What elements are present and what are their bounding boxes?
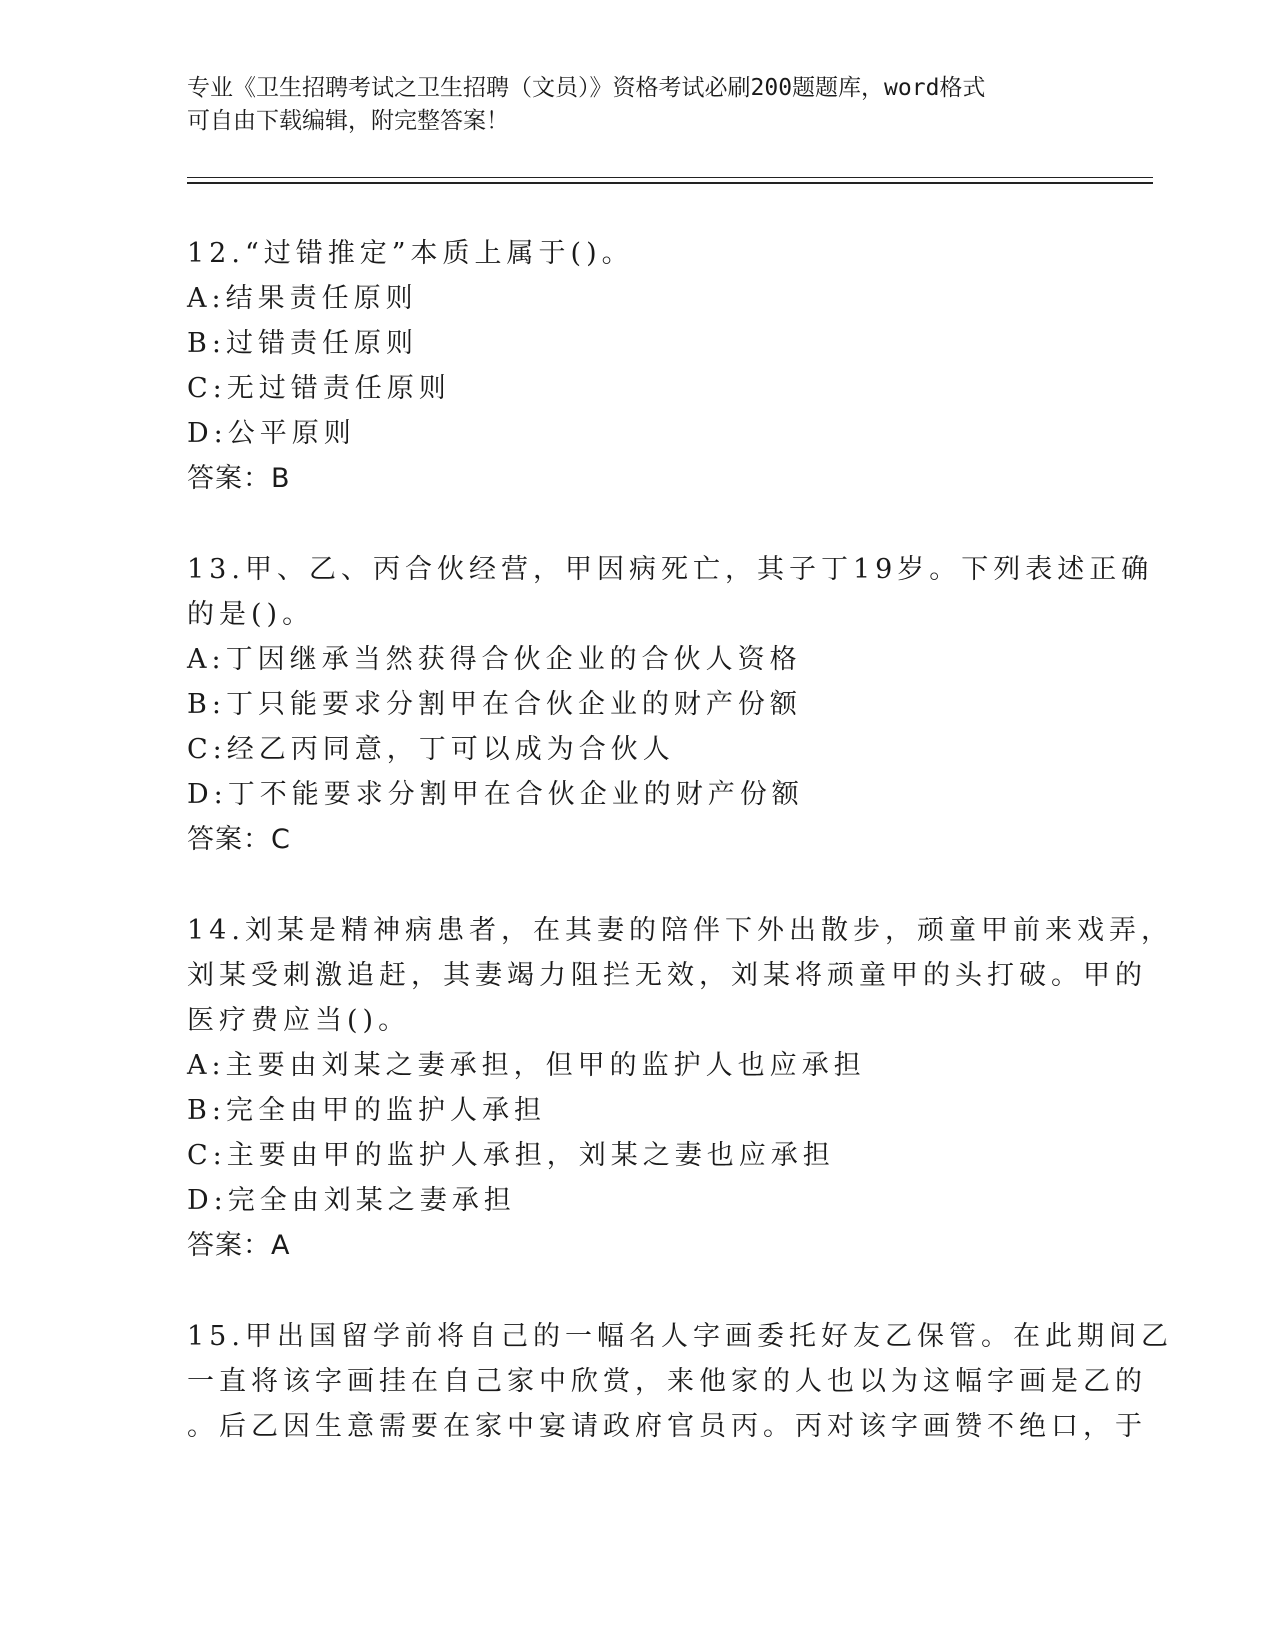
question-stem-continued: 一直将该字画挂在自己家中欣赏，来他家的人也以为这幅字画是乙的 [187,1366,1147,1397]
option-c: C:无过错责任原则 [187,373,451,404]
questions-list [187,231,1173,1449]
option-d: D:公平原则 [187,418,356,449]
option-a: A:主要由刘某之妻承担，但甲的监护人也应承担 [187,1050,866,1081]
option-c: C:主要由甲的监护人承担，刘某之妻也应承担 [187,1140,835,1171]
question-12 [187,231,1087,501]
question-15 [187,1314,1173,1449]
question-13 [187,547,1154,862]
question-stem-continued: 。后乙因生意需要在家中宴请政府官员丙。丙对该字画赞不绝口，于 [187,1411,1147,1442]
option-b: B:完全由甲的监护人承担 [187,1095,546,1126]
question-stem-continued: 医疗费应当()。 [187,1005,411,1036]
question-stem: 14.刘某是精神病患者，在其妻的陪伴下外出散步，顽童甲前来戏弄， [187,915,1173,946]
question-stem: 12.“过错推定”本质上属于()。 [187,238,634,269]
option-c: C:经乙丙同意，丁可以成为合伙人 [187,734,675,765]
answer-label: 答案：B [187,463,291,494]
option-b: B:丁只能要求分割甲在合伙企业的财产份额 [187,689,802,720]
option-d: D:丁不能要求分割甲在合伙企业的财产份额 [187,779,804,810]
header-divider-thick [187,182,1153,184]
question-stem: 15.甲出国留学前将自己的一幅名人字画委托好友乙保管。在此期间乙 [187,1321,1173,1352]
header-line-2: 可自由下载编辑，附完整答案！ [187,108,509,134]
question-14 [187,908,1173,1268]
header-divider-thin [187,177,1153,178]
answer-label: 答案：C [187,824,291,855]
question-stem-continued: 刘某受刺激追赶，其妻竭力阻拦无效，刘某将顽童甲的头打破。甲的 [187,960,1147,991]
question-stem: 13.甲、乙、丙合伙经营，甲因病死亡，其子丁19岁。下列表述正确 [187,554,1154,585]
option-a: A:丁因继承当然获得合伙企业的合伙人资格 [187,644,802,675]
header-line-1: 专业《卫生招聘考试之卫生招聘（文员）》资格考试必刷200题题库，word格式 [187,75,986,101]
option-b: B:过错责任原则 [187,328,418,359]
option-d: D:完全由刘某之妻承担 [187,1185,516,1216]
question-stem-continued: 的是()。 [187,599,315,630]
option-a: A:结果责任原则 [187,283,418,314]
answer-label: 答案：A [187,1230,291,1261]
document-header [187,72,1087,138]
